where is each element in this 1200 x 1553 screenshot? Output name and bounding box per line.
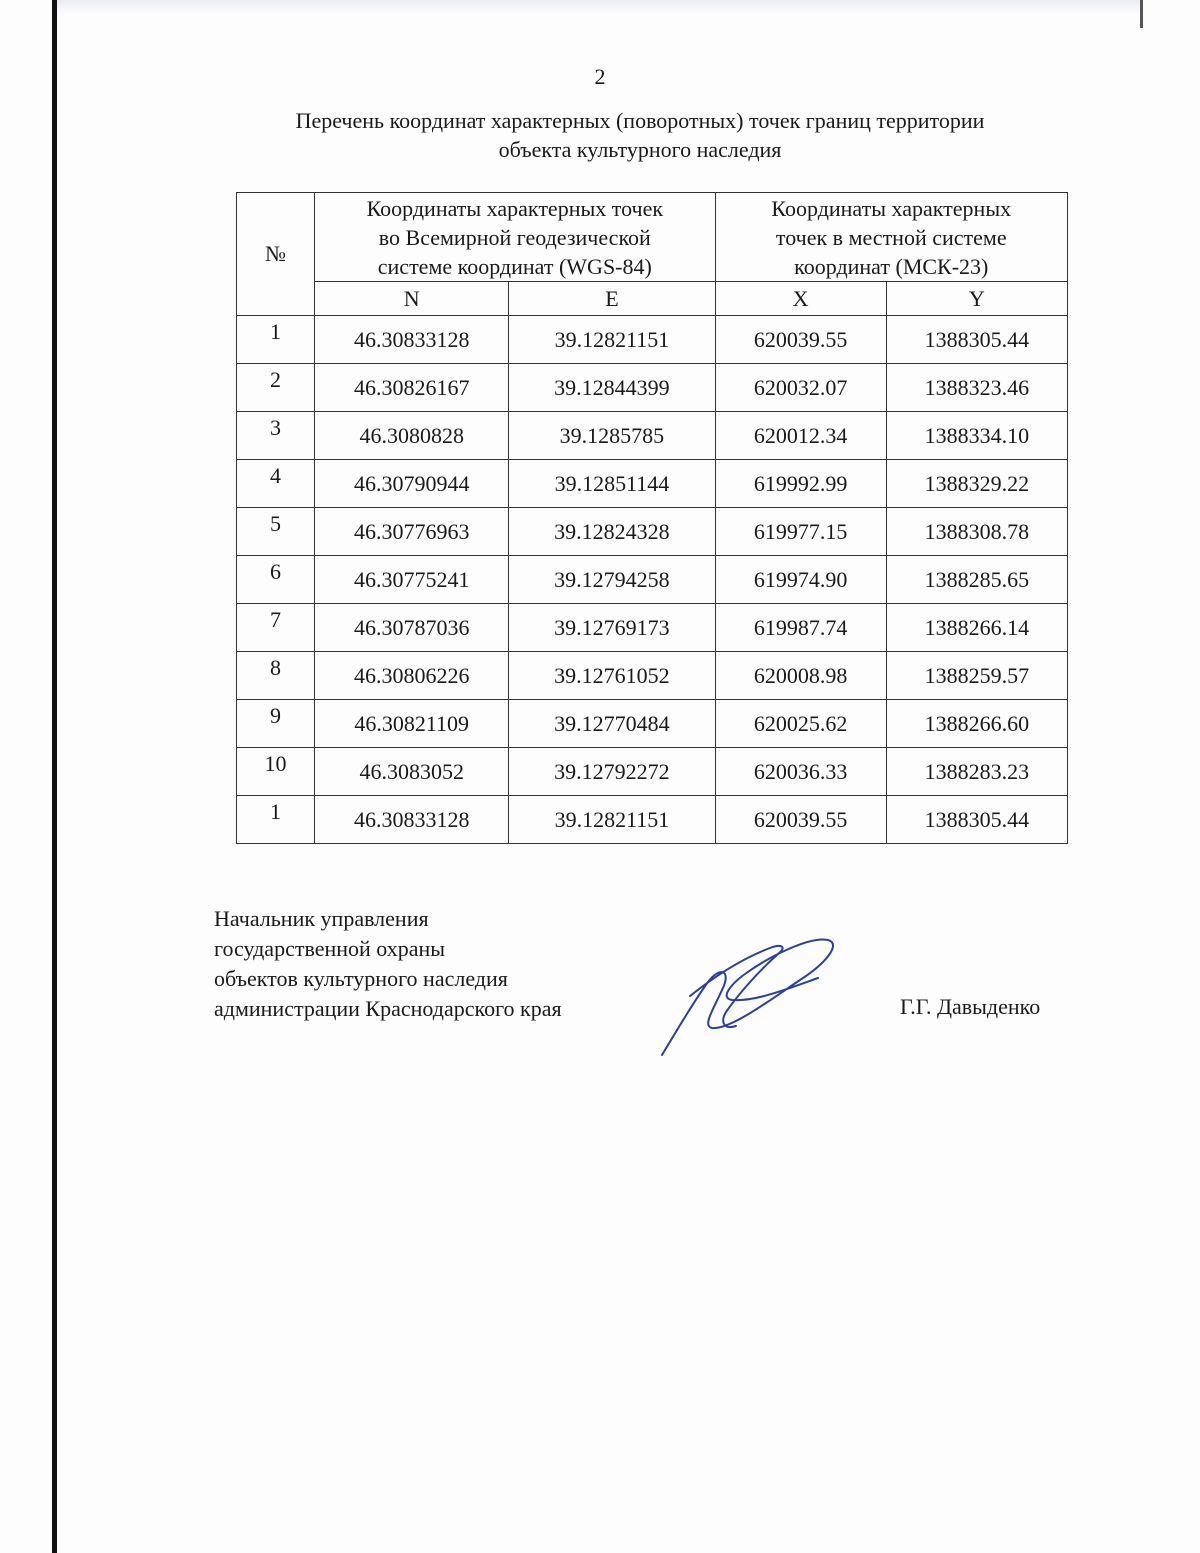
header-x: X bbox=[715, 282, 886, 316]
wgs-e-cell: 39.12824328 bbox=[509, 508, 715, 556]
wgs-n-cell: 46.30775241 bbox=[315, 556, 509, 604]
msk-y-cell: 1388305.44 bbox=[886, 316, 1067, 364]
msk-x-cell: 619992.99 bbox=[715, 460, 886, 508]
header-wgs84 bbox=[315, 193, 715, 282]
wgs-n-cell: 46.3083052 bbox=[315, 748, 509, 796]
signature-stroke bbox=[662, 939, 833, 1055]
header-e: E bbox=[509, 282, 715, 316]
table-row bbox=[237, 364, 1068, 412]
wgs-e-cell: 39.12821151 bbox=[509, 796, 715, 844]
position-line: государственной охраны bbox=[214, 936, 446, 961]
point-number-cell: 4 bbox=[237, 460, 315, 508]
msk-y-cell: 1388266.60 bbox=[886, 700, 1067, 748]
table-row bbox=[237, 412, 1068, 460]
wgs-n-cell: 46.30806226 bbox=[315, 652, 509, 700]
scan-top-shadow bbox=[57, 0, 1140, 14]
wgs-e-cell: 39.12770484 bbox=[509, 700, 715, 748]
msk-x-cell: 620032.07 bbox=[715, 364, 886, 412]
msk-y-cell: 1388259.57 bbox=[886, 652, 1067, 700]
wgs-e-cell: 39.12792272 bbox=[509, 748, 715, 796]
table-row bbox=[237, 604, 1068, 652]
point-number-cell: 7 bbox=[237, 604, 315, 652]
table-row bbox=[237, 796, 1068, 844]
wgs-n-cell: 46.30826167 bbox=[315, 364, 509, 412]
msk-x-cell: 620036.33 bbox=[715, 748, 886, 796]
msk-x-cell: 619987.74 bbox=[715, 604, 886, 652]
msk-x-cell: 619977.15 bbox=[715, 508, 886, 556]
position-line: объектов культурного наследия bbox=[214, 966, 508, 991]
header-wgs84-line: системе координат (WGS-84) bbox=[377, 253, 652, 279]
header-number: № bbox=[237, 193, 315, 316]
msk-y-cell: 1388305.44 bbox=[886, 796, 1067, 844]
wgs-e-cell: 39.12761052 bbox=[509, 652, 715, 700]
msk-y-cell: 1388334.10 bbox=[886, 412, 1067, 460]
point-number-cell: 5 bbox=[237, 508, 315, 556]
table-row bbox=[237, 556, 1068, 604]
wgs-n-cell: 46.30821109 bbox=[315, 700, 509, 748]
msk-x-cell: 620012.34 bbox=[715, 412, 886, 460]
msk-y-cell: 1388329.22 bbox=[886, 460, 1067, 508]
point-number-cell: 10 bbox=[237, 748, 315, 796]
point-number-cell: 1 bbox=[237, 796, 315, 844]
table-row bbox=[237, 460, 1068, 508]
wgs-e-cell: 39.12821151 bbox=[509, 316, 715, 364]
point-number-cell: 6 bbox=[237, 556, 315, 604]
coordinates-table-body bbox=[237, 316, 1068, 844]
title-line-2: объекта культурного наследия bbox=[498, 137, 782, 162]
wgs-n-cell: 46.30787036 bbox=[315, 604, 509, 652]
wgs-n-cell: 46.30776963 bbox=[315, 508, 509, 556]
table-row bbox=[237, 508, 1068, 556]
point-number-cell: 1 bbox=[237, 316, 315, 364]
msk-y-cell: 1388285.65 bbox=[886, 556, 1067, 604]
wgs-e-cell: 39.1285785 bbox=[509, 412, 715, 460]
msk-x-cell: 620025.62 bbox=[715, 700, 886, 748]
table-row bbox=[237, 748, 1068, 796]
position-line: Начальник управления bbox=[214, 906, 429, 931]
msk-x-cell: 620039.55 bbox=[715, 796, 886, 844]
page-number: 2 bbox=[594, 64, 606, 89]
wgs-e-cell: 39.12794258 bbox=[509, 556, 715, 604]
header-wgs84-line: во Всемирной геодезической bbox=[378, 224, 651, 250]
scan-right-edge bbox=[1140, 0, 1143, 28]
msk-x-cell: 620008.98 bbox=[715, 652, 886, 700]
point-number-cell: 2 bbox=[237, 364, 315, 412]
header-msk23-line: точек в местной системе bbox=[775, 224, 1007, 250]
point-number-cell: 8 bbox=[237, 652, 315, 700]
wgs-e-cell: 39.12844399 bbox=[509, 364, 715, 412]
msk-y-cell: 1388323.46 bbox=[886, 364, 1067, 412]
header-y: Y bbox=[886, 282, 1067, 316]
msk-y-cell: 1388266.14 bbox=[886, 604, 1067, 652]
handwritten-signature bbox=[650, 930, 850, 1060]
point-number-cell: 9 bbox=[237, 700, 315, 748]
point-number-cell: 3 bbox=[237, 412, 315, 460]
wgs-e-cell: 39.12769173 bbox=[509, 604, 715, 652]
msk-x-cell: 619974.90 bbox=[715, 556, 886, 604]
signer-name: Г.Г. Давыденко bbox=[900, 994, 1041, 1019]
signatory-position bbox=[214, 904, 562, 1024]
table-row bbox=[237, 652, 1068, 700]
wgs-e-cell: 39.12851144 bbox=[509, 460, 715, 508]
msk-y-cell: 1388283.23 bbox=[886, 748, 1067, 796]
header-msk23-line: Координаты характерных bbox=[771, 195, 1012, 221]
coordinates-table bbox=[236, 192, 1068, 844]
msk-y-cell: 1388308.78 bbox=[886, 508, 1067, 556]
header-n: N bbox=[315, 282, 509, 316]
wgs-n-cell: 46.30833128 bbox=[315, 796, 509, 844]
table-row bbox=[237, 700, 1068, 748]
wgs-n-cell: 46.30790944 bbox=[315, 460, 509, 508]
header-wgs84-line: Координаты характерных точек bbox=[366, 195, 664, 221]
scan-left-edge bbox=[52, 0, 57, 1553]
header-msk23 bbox=[715, 193, 1067, 282]
msk-x-cell: 620039.55 bbox=[715, 316, 886, 364]
title-line-1: Перечень координат характерных (поворотных) точек границ территории bbox=[295, 108, 985, 133]
position-line: администрации Краснодарского края bbox=[214, 996, 562, 1021]
wgs-n-cell: 46.3080828 bbox=[315, 412, 509, 460]
header-msk23-line: координат (МСК-23) bbox=[794, 253, 989, 279]
document-title bbox=[200, 106, 1080, 164]
table-row bbox=[237, 316, 1068, 364]
wgs-n-cell: 46.30833128 bbox=[315, 316, 509, 364]
